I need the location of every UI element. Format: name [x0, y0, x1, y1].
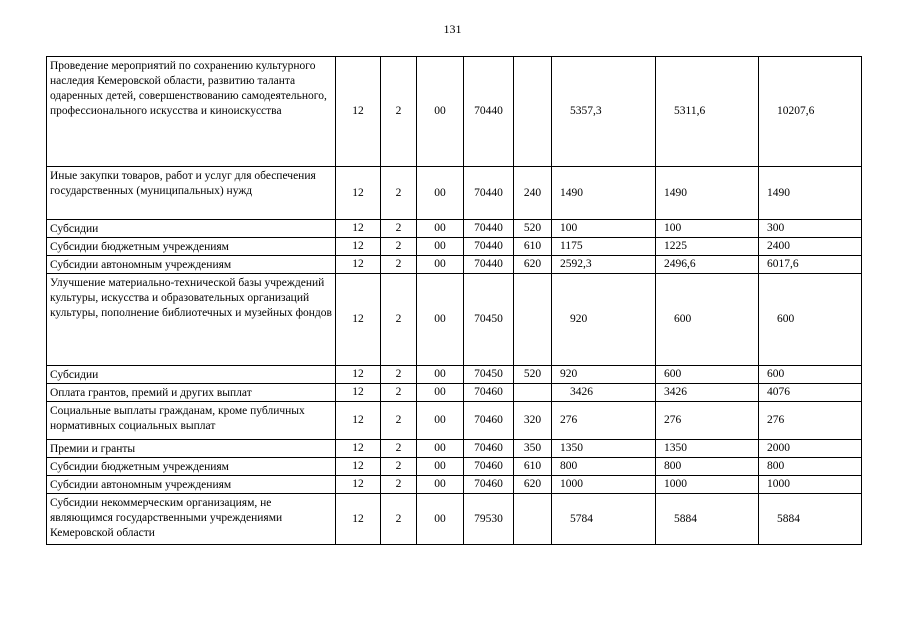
cell-rz: 12	[336, 256, 381, 274]
cell-vr: 620	[514, 476, 552, 494]
cell-pr: 2	[381, 274, 417, 366]
cell-vr	[514, 274, 552, 366]
cell-vr: 240	[514, 167, 552, 220]
cell-vr: 350	[514, 440, 552, 458]
cell-y2: 1350	[656, 440, 759, 458]
cell-cs2: 70460	[464, 402, 514, 440]
row-name: Субсидии бюджетным учреждениям	[47, 238, 336, 256]
cell-y1: 2592,3	[552, 256, 656, 274]
cell-pr: 2	[381, 167, 417, 220]
cell-cs1: 00	[417, 494, 464, 545]
cell-rz: 12	[336, 57, 381, 167]
row-name: Субсидии автономным учреждениям	[47, 256, 336, 274]
cell-rz: 12	[336, 458, 381, 476]
cell-y1: 920	[552, 274, 656, 366]
cell-vr	[514, 494, 552, 545]
cell-cs1: 00	[417, 440, 464, 458]
cell-y3: 2400	[759, 238, 862, 256]
cell-cs2: 70460	[464, 458, 514, 476]
cell-pr: 2	[381, 57, 417, 167]
cell-y1: 5784	[552, 494, 656, 545]
cell-cs2: 70440	[464, 238, 514, 256]
cell-y2: 600	[656, 274, 759, 366]
cell-y2: 800	[656, 458, 759, 476]
cell-y1: 1350	[552, 440, 656, 458]
cell-y1: 920	[552, 366, 656, 384]
cell-y1: 1175	[552, 238, 656, 256]
cell-y1: 100	[552, 220, 656, 238]
cell-cs1: 00	[417, 458, 464, 476]
cell-y2: 1000	[656, 476, 759, 494]
page-number: 131	[443, 22, 462, 36]
cell-pr: 2	[381, 220, 417, 238]
cell-cs1: 00	[417, 57, 464, 167]
cell-cs1: 00	[417, 238, 464, 256]
cell-y3: 600	[759, 366, 862, 384]
cell-cs2: 79530	[464, 494, 514, 545]
cell-pr: 2	[381, 476, 417, 494]
row-name: Субсидии некоммерческим организациям, не являющимся государственными учреждениями Кемеровской области	[47, 494, 336, 545]
cell-y2: 276	[656, 402, 759, 440]
cell-rz: 12	[336, 167, 381, 220]
cell-y2: 2496,6	[656, 256, 759, 274]
cell-pr: 2	[381, 366, 417, 384]
cell-cs2: 70440	[464, 57, 514, 167]
cell-y1: 800	[552, 458, 656, 476]
cell-cs1: 00	[417, 384, 464, 402]
table-row	[47, 366, 862, 384]
cell-y1: 5357,3	[552, 57, 656, 167]
cell-pr: 2	[381, 402, 417, 440]
table-row	[47, 256, 862, 274]
cell-pr: 2	[381, 440, 417, 458]
row-name: Проведение мероприятий по сохранению культурного наследия Кемеровской области, развитию таланта одаренных детей, совершенствованию самодеятельного, профессионального искусства и киноискусства	[47, 57, 336, 167]
cell-y2: 1490	[656, 167, 759, 220]
row-name: Премии и гранты	[47, 440, 336, 458]
row-name: Субсидии бюджетным учреждениям	[47, 458, 336, 476]
cell-rz: 12	[336, 384, 381, 402]
cell-y3: 1000	[759, 476, 862, 494]
cell-vr: 520	[514, 366, 552, 384]
cell-y2: 3426	[656, 384, 759, 402]
cell-vr: 620	[514, 256, 552, 274]
row-name: Социальные выплаты гражданам, кроме публичных нормативных социальных выплат	[47, 402, 336, 440]
cell-y3: 600	[759, 274, 862, 366]
table-row	[47, 476, 862, 494]
budget-table	[46, 56, 862, 545]
table-row	[47, 238, 862, 256]
cell-cs1: 00	[417, 167, 464, 220]
cell-y3: 6017,6	[759, 256, 862, 274]
cell-y2: 5884	[656, 494, 759, 545]
cell-vr: 610	[514, 238, 552, 256]
cell-cs2: 70450	[464, 274, 514, 366]
cell-cs1: 00	[417, 402, 464, 440]
cell-y3: 1490	[759, 167, 862, 220]
cell-y3: 5884	[759, 494, 862, 545]
row-name: Субсидии автономным учреждениям	[47, 476, 336, 494]
cell-vr	[514, 57, 552, 167]
cell-y2: 5311,6	[656, 57, 759, 167]
cell-cs2: 70440	[464, 167, 514, 220]
cell-cs1: 00	[417, 274, 464, 366]
cell-rz: 12	[336, 440, 381, 458]
cell-rz: 12	[336, 220, 381, 238]
cell-cs1: 00	[417, 220, 464, 238]
cell-rz: 12	[336, 238, 381, 256]
table-row	[47, 402, 862, 440]
cell-cs1: 00	[417, 476, 464, 494]
cell-y1: 3426	[552, 384, 656, 402]
cell-y1: 276	[552, 402, 656, 440]
row-name: Оплата грантов, премий и других выплат	[47, 384, 336, 402]
cell-y1: 1000	[552, 476, 656, 494]
table-row	[47, 220, 862, 238]
cell-y3: 800	[759, 458, 862, 476]
cell-vr	[514, 384, 552, 402]
cell-y2: 600	[656, 366, 759, 384]
cell-vr: 520	[514, 220, 552, 238]
cell-cs1: 00	[417, 256, 464, 274]
cell-vr: 320	[514, 402, 552, 440]
table-row	[47, 274, 862, 366]
cell-y3: 2000	[759, 440, 862, 458]
cell-pr: 2	[381, 238, 417, 256]
table-row	[47, 57, 862, 167]
cell-cs1: 00	[417, 366, 464, 384]
cell-rz: 12	[336, 476, 381, 494]
row-name: Субсидии	[47, 220, 336, 238]
cell-y2: 100	[656, 220, 759, 238]
row-name: Улучшение материально-технической базы учреждений культуры, искусства и образовательных организаций культуры, пополнение библиотечных и музейных фондов	[47, 274, 336, 366]
cell-cs2: 70460	[464, 440, 514, 458]
cell-pr: 2	[381, 458, 417, 476]
cell-rz: 12	[336, 494, 381, 545]
row-name: Иные закупки товаров, работ и услуг для обеспечения государственных (муниципальных) нужд	[47, 167, 336, 220]
cell-y2: 1225	[656, 238, 759, 256]
table-row	[47, 440, 862, 458]
table-row	[47, 384, 862, 402]
cell-y1: 1490	[552, 167, 656, 220]
cell-cs2: 70460	[464, 476, 514, 494]
cell-y3: 276	[759, 402, 862, 440]
cell-cs2: 70450	[464, 366, 514, 384]
cell-rz: 12	[336, 366, 381, 384]
cell-cs2: 70440	[464, 256, 514, 274]
table-row	[47, 494, 862, 545]
cell-pr: 2	[381, 494, 417, 545]
cell-cs2: 70460	[464, 384, 514, 402]
row-name: Субсидии	[47, 366, 336, 384]
cell-rz: 12	[336, 274, 381, 366]
table-row	[47, 458, 862, 476]
cell-y3: 4076	[759, 384, 862, 402]
cell-rz: 12	[336, 402, 381, 440]
cell-y3: 300	[759, 220, 862, 238]
cell-pr: 2	[381, 256, 417, 274]
cell-pr: 2	[381, 384, 417, 402]
table-row	[47, 167, 862, 220]
cell-vr: 610	[514, 458, 552, 476]
cell-y3: 10207,6	[759, 57, 862, 167]
cell-cs2: 70440	[464, 220, 514, 238]
